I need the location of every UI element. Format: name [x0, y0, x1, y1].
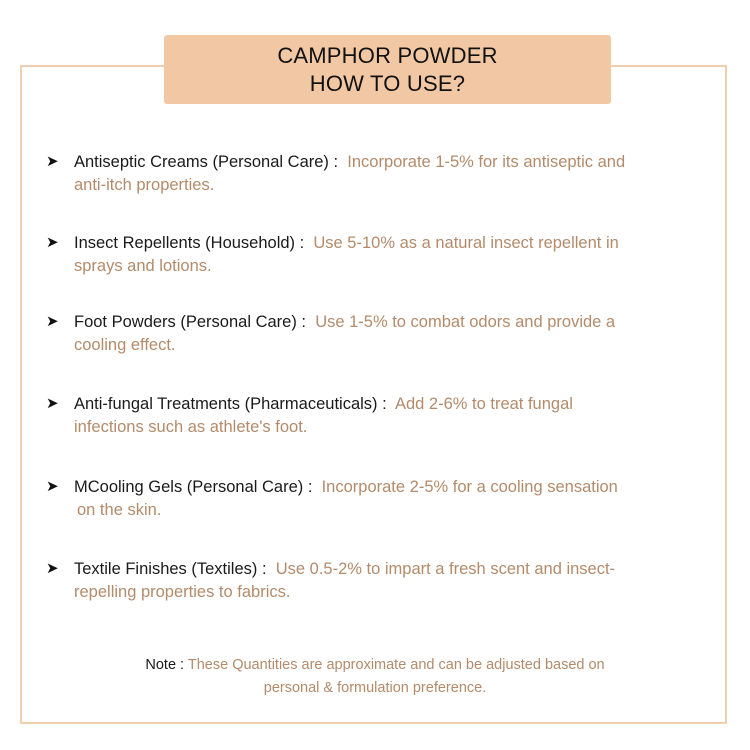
- arrowhead-icon: ➤: [46, 395, 59, 412]
- use-desc-continued: anti-itch properties.: [74, 176, 215, 194]
- arrowhead-icon: ➤: [46, 234, 59, 251]
- arrowhead-icon: ➤: [46, 313, 59, 330]
- use-desc-continued: infections such as athlete's foot.: [74, 418, 308, 436]
- note-text: These Quantities are approximate and can be adjusted based on: [187, 657, 605, 673]
- use-desc: Use 1-5% to combat odors and provide a: [315, 313, 616, 331]
- note-text-continued: personal & formulation preference.: [263, 680, 487, 696]
- use-item-anti-fungal-treatments: [46, 393, 716, 439]
- use-desc-continued: sprays and lotions.: [74, 257, 212, 275]
- use-item-antiseptic-creams: [46, 151, 716, 197]
- use-label: MCooling Gels (Personal Care) :: [74, 478, 313, 496]
- use-label: Insect Repellents (Household) :: [74, 234, 305, 252]
- use-label: Foot Powders (Personal Care) :: [74, 313, 307, 331]
- title-banner: [164, 35, 611, 104]
- arrowhead-icon: ➤: [46, 153, 59, 170]
- arrowhead-icon: ➤: [46, 560, 59, 577]
- arrowhead-icon: ➤: [46, 478, 59, 495]
- use-desc-continued: repelling properties to fabrics.: [74, 583, 291, 601]
- use-desc: Incorporate 2-5% for a cooling sensation: [321, 478, 618, 496]
- use-item-cooling-gels: [46, 476, 716, 522]
- use-desc: Use 0.5-2% to impart a fresh scent and insect-: [275, 560, 616, 578]
- use-label: Antiseptic Creams (Personal Care) :: [74, 153, 339, 171]
- use-desc: Incorporate 1-5% for its antiseptic and: [347, 153, 626, 171]
- use-desc: Use 5-10% as a natural insect repellent in: [313, 234, 619, 252]
- title-line-1: CAMPHOR POWDER: [277, 42, 498, 68]
- note-block: [100, 654, 650, 700]
- use-label: Textile Finishes (Textiles) :: [74, 560, 267, 578]
- use-item-textile-finishes: [46, 558, 716, 604]
- use-desc: Add 2-6% to treat fungal: [394, 395, 573, 413]
- title-line-2: HOW TO USE?: [309, 70, 466, 96]
- use-label: Anti-fungal Treatments (Pharmaceuticals) :: [74, 395, 387, 413]
- use-desc-continued: cooling effect.: [74, 336, 176, 354]
- use-item-insect-repellents: [46, 232, 716, 278]
- note-label: Note :: [145, 657, 185, 673]
- use-item-foot-powders: [46, 311, 716, 357]
- use-desc-continued: on the skin.: [77, 501, 162, 519]
